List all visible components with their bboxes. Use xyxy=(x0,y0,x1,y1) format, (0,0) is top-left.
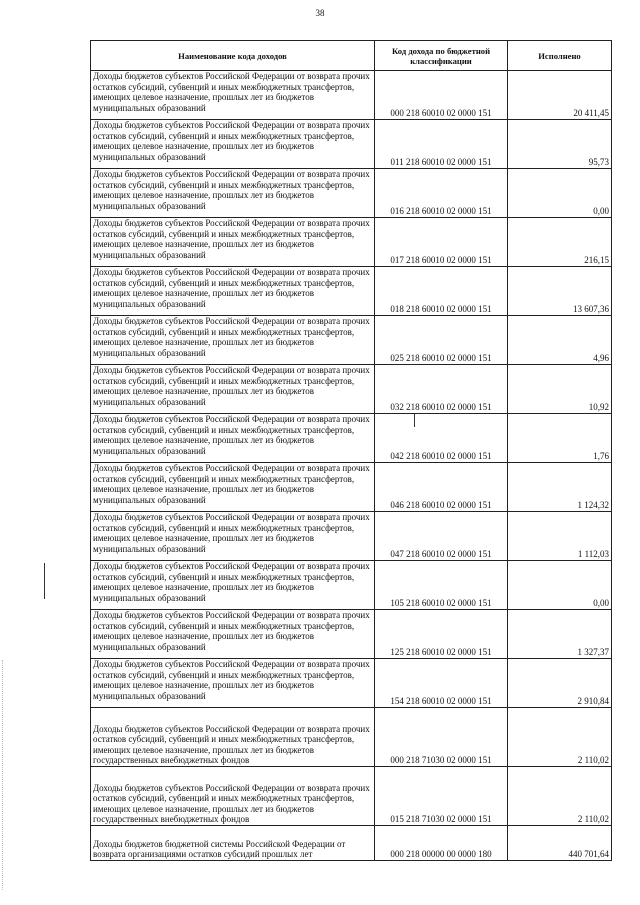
row-code: 105 218 60010 02 0000 151 xyxy=(375,561,508,610)
table-row xyxy=(91,169,612,218)
row-value: 0,00 xyxy=(508,561,612,610)
row-code: 032 218 60010 02 0000 151 xyxy=(375,365,508,414)
table-header-row xyxy=(91,41,612,71)
scan-margin-mark xyxy=(44,563,45,599)
table-row xyxy=(91,71,612,120)
row-name: Доходы бюджетов субъектов Российской Федерации от возврата прочих остатков субсидий, субвенций и иных межбюджетных трансфертов, имеющих целевое назначение, прошлых лет из бюджетов муниципальных образований xyxy=(91,659,375,708)
table-row xyxy=(91,561,612,610)
row-name: Доходы бюджетов субъектов Российской Федерации от возврата прочих остатков субсидий, субвенций и иных межбюджетных трансфертов, имеющих целевое назначение, прошлых лет из бюджетов муниципальных образований xyxy=(91,610,375,659)
row-value: 4,96 xyxy=(508,316,612,365)
table-row xyxy=(91,267,612,316)
row-value: 216,15 xyxy=(508,218,612,267)
table-row xyxy=(91,463,612,512)
row-code: 125 218 60010 02 0000 151 xyxy=(375,610,508,659)
row-name: Доходы бюджетов субъектов Российской Федерации от возврата прочих остатков субсидий, субвенций и иных межбюджетных трансфертов, имеющих целевое назначение, прошлых лет из бюджетов муниципальных образований xyxy=(91,365,375,414)
row-name: Доходы бюджетов субъектов Российской Федерации от возврата прочих остатков субсидий, субвенций и иных межбюджетных трансфертов, имеющих целевое назначение, прошлых лет из бюджетов государственных внебюджетных фондов xyxy=(91,708,375,767)
row-code: 046 218 60010 02 0000 151 xyxy=(375,463,508,512)
row-name: Доходы бюджетов субъектов Российской Федерации от возврата прочих остатков субсидий, субвенций и иных межбюджетных трансфертов, имеющих целевое назначение, прошлых лет из бюджетов муниципальных образований xyxy=(91,414,375,463)
budget-revenue-table xyxy=(90,40,612,861)
row-code: 025 218 60010 02 0000 151 xyxy=(375,316,508,365)
row-name: Доходы бюджетов бюджетной системы Российской Федерации от возврата организациями остатков субсидий прошлых лет xyxy=(91,826,375,861)
row-name: Доходы бюджетов субъектов Российской Федерации от возврата прочих остатков субсидий, субвенций и иных межбюджетных трансфертов, имеющих целевое назначение, прошлых лет из бюджетов муниципальных образований xyxy=(91,169,375,218)
row-value: 0,00 xyxy=(508,169,612,218)
row-value: 440 701,64 xyxy=(508,826,612,861)
table-row xyxy=(91,708,612,767)
row-value: 20 411,45 xyxy=(508,71,612,120)
row-value: 2 110,02 xyxy=(508,708,612,767)
row-code: 016 218 60010 02 0000 151 xyxy=(375,169,508,218)
row-value: 10,92 xyxy=(508,365,612,414)
row-value: 2 910,84 xyxy=(508,659,612,708)
row-name: Доходы бюджетов субъектов Российской Федерации от возврата прочих остатков субсидий, субвенций и иных межбюджетных трансфертов, имеющих целевое назначение, прошлых лет из бюджетов муниципальных образований xyxy=(91,120,375,169)
row-name: Доходы бюджетов субъектов Российской Федерации от возврата прочих остатков субсидий, субвенций и иных межбюджетных трансфертов, имеющих целевое назначение, прошлых лет из бюджетов муниципальных образований xyxy=(91,512,375,561)
row-code: 015 218 71030 02 0000 151 xyxy=(375,767,508,826)
row-name: Доходы бюджетов субъектов Российской Федерации от возврата прочих остатков субсидий, субвенций и иных межбюджетных трансфертов, имеющих целевое назначение, прошлых лет из бюджетов муниципальных образований xyxy=(91,316,375,365)
table-row xyxy=(91,120,612,169)
row-name: Доходы бюджетов субъектов Российской Федерации от возврата прочих остатков субсидий, субвенций и иных межбюджетных трансфертов, имеющих целевое назначение, прошлых лет из бюджетов муниципальных образований xyxy=(91,463,375,512)
row-code: 154 218 60010 02 0000 151 xyxy=(375,659,508,708)
row-name: Доходы бюджетов субъектов Российской Федерации от возврата прочих остатков субсидий, субвенций и иных межбюджетных трансфертов, имеющих целевое назначение, прошлых лет из бюджетов муниципальных образований xyxy=(91,71,375,120)
row-name: Доходы бюджетов субъектов Российской Федерации от возврата прочих остатков субсидий, субвенций и иных межбюджетных трансфертов, имеющих целевое назначение, прошлых лет из бюджетов муниципальных образований xyxy=(91,267,375,316)
header-value: Исполнено xyxy=(508,41,612,71)
row-code: 047 218 60010 02 0000 151 xyxy=(375,512,508,561)
table-row xyxy=(91,767,612,826)
table-row xyxy=(91,365,612,414)
table-row xyxy=(91,218,612,267)
scan-stray-mark xyxy=(414,414,415,427)
row-value: 1 112,03 xyxy=(508,512,612,561)
header-code: Код дохода по бюджетной классификации xyxy=(375,41,508,71)
row-code: 000 218 71030 02 0000 151 xyxy=(375,708,508,767)
row-code: 018 218 60010 02 0000 151 xyxy=(375,267,508,316)
row-code: 000 218 60010 02 0000 151 xyxy=(375,71,508,120)
row-value: 13 607,36 xyxy=(508,267,612,316)
row-value: 1,76 xyxy=(508,414,612,463)
row-name: Доходы бюджетов субъектов Российской Федерации от возврата прочих остатков субсидий, субвенций и иных межбюджетных трансфертов, имеющих целевое назначение, прошлых лет из бюджетов муниципальных образований xyxy=(91,218,375,267)
table-row xyxy=(91,659,612,708)
row-code: 017 218 60010 02 0000 151 xyxy=(375,218,508,267)
table-row xyxy=(91,610,612,659)
row-code: 000 218 00000 00 0000 180 xyxy=(375,826,508,861)
row-value: 2 110,02 xyxy=(508,767,612,826)
row-name: Доходы бюджетов субъектов Российской Федерации от возврата прочих остатков субсидий, субвенций и иных межбюджетных трансфертов, имеющих целевое назначение, прошлых лет из бюджетов государственных внебюджетных фондов xyxy=(91,767,375,826)
row-name: Доходы бюджетов субъектов Российской Федерации от возврата прочих остатков субсидий, субвенций и иных межбюджетных трансфертов, имеющих целевое назначение, прошлых лет из бюджетов муниципальных образований xyxy=(91,561,375,610)
header-name: Наименование кода доходов xyxy=(91,41,375,71)
table-row xyxy=(91,414,612,463)
row-code: 042 218 60010 02 0000 151 xyxy=(375,414,508,463)
page-number: 38 xyxy=(315,8,325,18)
table-row xyxy=(91,826,612,861)
table-row xyxy=(91,512,612,561)
scan-margin-dots xyxy=(2,660,13,890)
row-value: 1 124,32 xyxy=(508,463,612,512)
row-value: 1 327,37 xyxy=(508,610,612,659)
table-row xyxy=(91,316,612,365)
row-code: 011 218 60010 02 0000 151 xyxy=(375,120,508,169)
row-value: 95,73 xyxy=(508,120,612,169)
